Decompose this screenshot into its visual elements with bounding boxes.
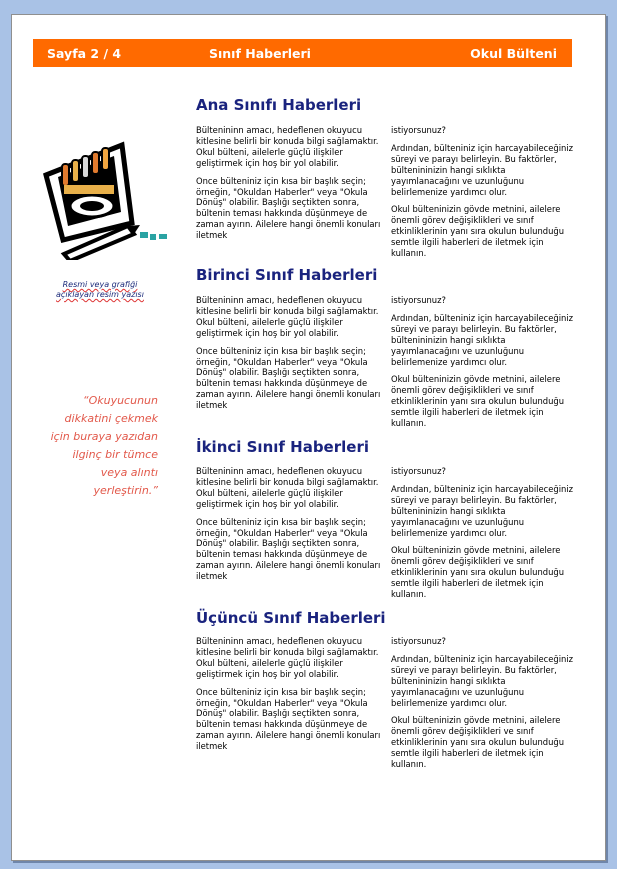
newsletter-title: Okul Bülteni: [470, 46, 557, 61]
paragraph: Ardından, bülteniniz için harcayabileceğiniz süreyi ve parayı belirleyin. Bu faktörler, bültenininizin hangi sıklıkta yayımlanacağını ve uzunluğunu belirlemenize yardımcı olur.: [391, 653, 574, 708]
section-title-third-grade: Üçüncü Sınıf Haberleri: [196, 609, 386, 627]
section-body-left: [196, 636, 382, 759]
paragraph: Bültenininn amacı, hedeflenen okuyucu kitlesine belirli bir konuda bilgi sağlamaktır. Okul bülteni, ailelerle güçlü ilişkiler geliştirmek için hoş bir yol olabilir.: [196, 125, 379, 168]
paragraph: istiyorsunuz?: [391, 636, 446, 646]
paragraph: Once bülteniniz için kısa bir başlık seçin; örneğin, "Okuldan Haberler" veya "Okula Dönüş" olabilir. Başlığı seçtikten sonra, bültenin teması hakkında düşünmeye de zaman ayırın. Ailelere hangi önemli konuları iletmek: [196, 175, 381, 241]
pull-quote: “Okuyucunun dikkatini çekmek için buraya yazıdan ilginç bir tümce veya alıntı yerleştirin.”: [50, 394, 158, 497]
paragraph: Okul bülteninizin gövde metnini, ailelere önemli görev değişiklikleri ve sınıf etkinliklerinin yanı sıra okulun bulunduğu semtle ilgili haberleri de iletmek için kullanın.: [391, 204, 565, 259]
section-title-kindergarten: Ana Sınıfı Haberleri: [196, 96, 362, 114]
paragraph: Once bülteniniz için kısa bir başlık seçin; örneğin, "Okuldan Haberler" veya "Okula Dönüş" olabilir. Başlığı seçtikten sonra, bültenin teması hakkında düşünmeye de zaman ayırın. Ailelere hangi önemli konuları iletmek: [196, 345, 381, 411]
paragraph: Okul bülteninizin gövde metnini, ailelere önemli görev değişiklikleri ve sınıf etkinliklerinin yanı sıra okulun bulunduğu semtle ilgili haberleri de iletmek için kullanın.: [391, 715, 565, 770]
section-body-left: [196, 125, 382, 248]
page-number: Sayfa 2 / 4: [47, 46, 122, 61]
section-title-first-grade: Birinci Sınıf Haberleri: [196, 266, 378, 284]
page-header-bar: [33, 39, 572, 67]
section-body-right: [391, 295, 574, 436]
section-body-right: [391, 636, 574, 777]
paragraph: istiyorsunuz?: [391, 295, 446, 305]
paragraph: Ardından, bülteniniz için harcayabileceğiniz süreyi ve parayı belirleyin. Bu faktörler, bültenininizin hangi sıklıkta yayımlanacağını ve uzunluğunu belirlemenize yardımcı olur.: [391, 483, 574, 538]
paragraph: Once bülteniniz için kısa bir başlık seçin; örneğin, "Okuldan Haberler" veya "Okula Dönüş" olabilir. Başlığı seçtikten sonra, bültenin teması hakkında düşünmeye de zaman ayırın. Ailelere hangi önemli konuları iletmek: [196, 516, 381, 582]
paragraph: Bültenininn amacı, hedeflenen okuyucu kitlesine belirli bir konuda bilgi sağlamaktır. Okul bülteni, ailelerle güçlü ilişkiler geliştirmek için hoş bir yol olabilir.: [196, 466, 379, 509]
paragraph: Bültenininn amacı, hedeflenen okuyucu kitlesine belirli bir konuda bilgi sağlamaktır. Okul bülteni, ailelerle güçlü ilişkiler geliştirmek için hoş bir yol olabilir.: [196, 295, 379, 338]
paragraph: istiyorsunuz?: [391, 466, 446, 476]
section-title-second-grade: İkinci Sınıf Haberleri: [196, 438, 369, 456]
section-body-left: [196, 295, 382, 418]
paragraph: Once bülteniniz için kısa bir başlık seçin; örneğin, "Okuldan Haberler" veya "Okula Dönüş" olabilir. Başlığı seçtikten sonra, bültenin teması hakkında düşünmeye de zaman ayırın. Ailelere hangi önemli konuları iletmek: [196, 686, 381, 752]
paragraph: Bültenininn amacı, hedeflenen okuyucu kitlesine belirli bir konuda bilgi sağlamaktır. Okul bülteni, ailelerle güçlü ilişkiler geliştirmek için hoş bir yol olabilir.: [196, 636, 379, 679]
paragraph: Okul bülteninizin gövde metnini, ailelere önemli görev değişiklikleri ve sınıf etkinliklerinin yanı sıra okulun bulunduğu semtle ilgili haberleri de iletmek için kullanın.: [391, 545, 565, 600]
image-caption: Resmi veya grafiği açıklayan resim yazısı: [56, 280, 144, 299]
section-body-right: [391, 125, 574, 266]
section-body-right: [391, 466, 574, 607]
section-body-left: [196, 466, 382, 589]
header-section-title: Sınıf Haberleri: [209, 46, 311, 61]
school-supplies-icon[interactable]: [28, 130, 170, 260]
paragraph: Okul bülteninizin gövde metnini, ailelere önemli görev değişiklikleri ve sınıf etkinliklerinin yanı sıra okulun bulunduğu semtle ilgili haberleri de iletmek için kullanın.: [391, 374, 565, 429]
paragraph: Ardından, bülteniniz için harcayabileceğiniz süreyi ve parayı belirleyin. Bu faktörler, bültenininizin hangi sıklıkta yayımlanacağını ve uzunluğunu belirlemenize yardımcı olur.: [391, 312, 574, 367]
paragraph: Ardından, bülteniniz için harcayabileceğiniz süreyi ve parayı belirleyin. Bu faktörler, bültenininizin hangi sıklıkta yayımlanacağını ve uzunluğunu belirlemenize yardımcı olur.: [391, 142, 574, 197]
paragraph: istiyorsunuz?: [391, 125, 446, 135]
